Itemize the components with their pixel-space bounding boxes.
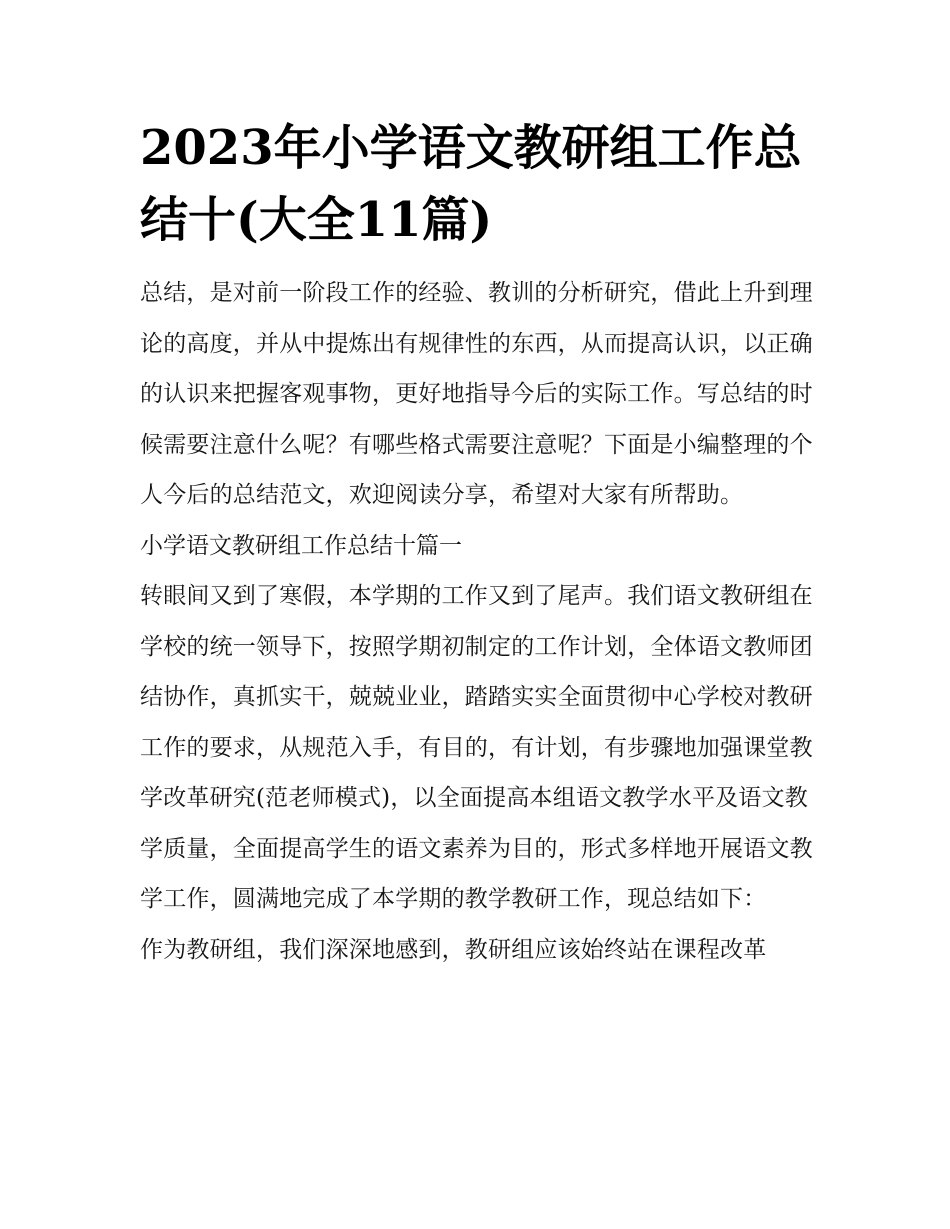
document-page (140, 112, 815, 975)
document-title: 2023年小学语文教研组工作总结十(大全11篇) (140, 120, 802, 248)
intro-paragraph: 总结，是对前一阶段工作的经验、教训的分析研究，借此上升到理论的高度，并从中提炼出有规律性的东西，从而提高认识，以正确的认识来把握客观事物，更好地指导今后的实际工作。写总结的时候需要注意什么呢？有哪些格式需要注意呢？下面是小编整理的个人今后的总结范文，欢迎阅读分享，希望对大家有所帮助。 (140, 280, 813, 508)
body-paragraph: 转眼间又到了寒假，本学期的工作又到了尾声。我们语文教研组在学校的统一领导下，按照学期初制定的工作计划，全体语文教师团结协作，真抓实干，兢兢业业，踏踏实实全面贯彻中心学校对教研工作的要求，从规范入手，有目的，有计划，有步骤地加强课堂教学改革研究(范老师模式)，以全面提高本组语文教学水平及语文教学质量，全面提高学生的语文素养为目的，形式多样地开展语文教学工作，圆满地完成了本学期的教学教研工作，现总结如下： (140, 583, 813, 912)
document-body (140, 268, 815, 975)
body-paragraph: 作为教研组，我们深深地感到，教研组应该始终站在课程改革 (140, 936, 767, 963)
section-heading: 小学语文教研组工作总结十篇一 (140, 532, 462, 559)
